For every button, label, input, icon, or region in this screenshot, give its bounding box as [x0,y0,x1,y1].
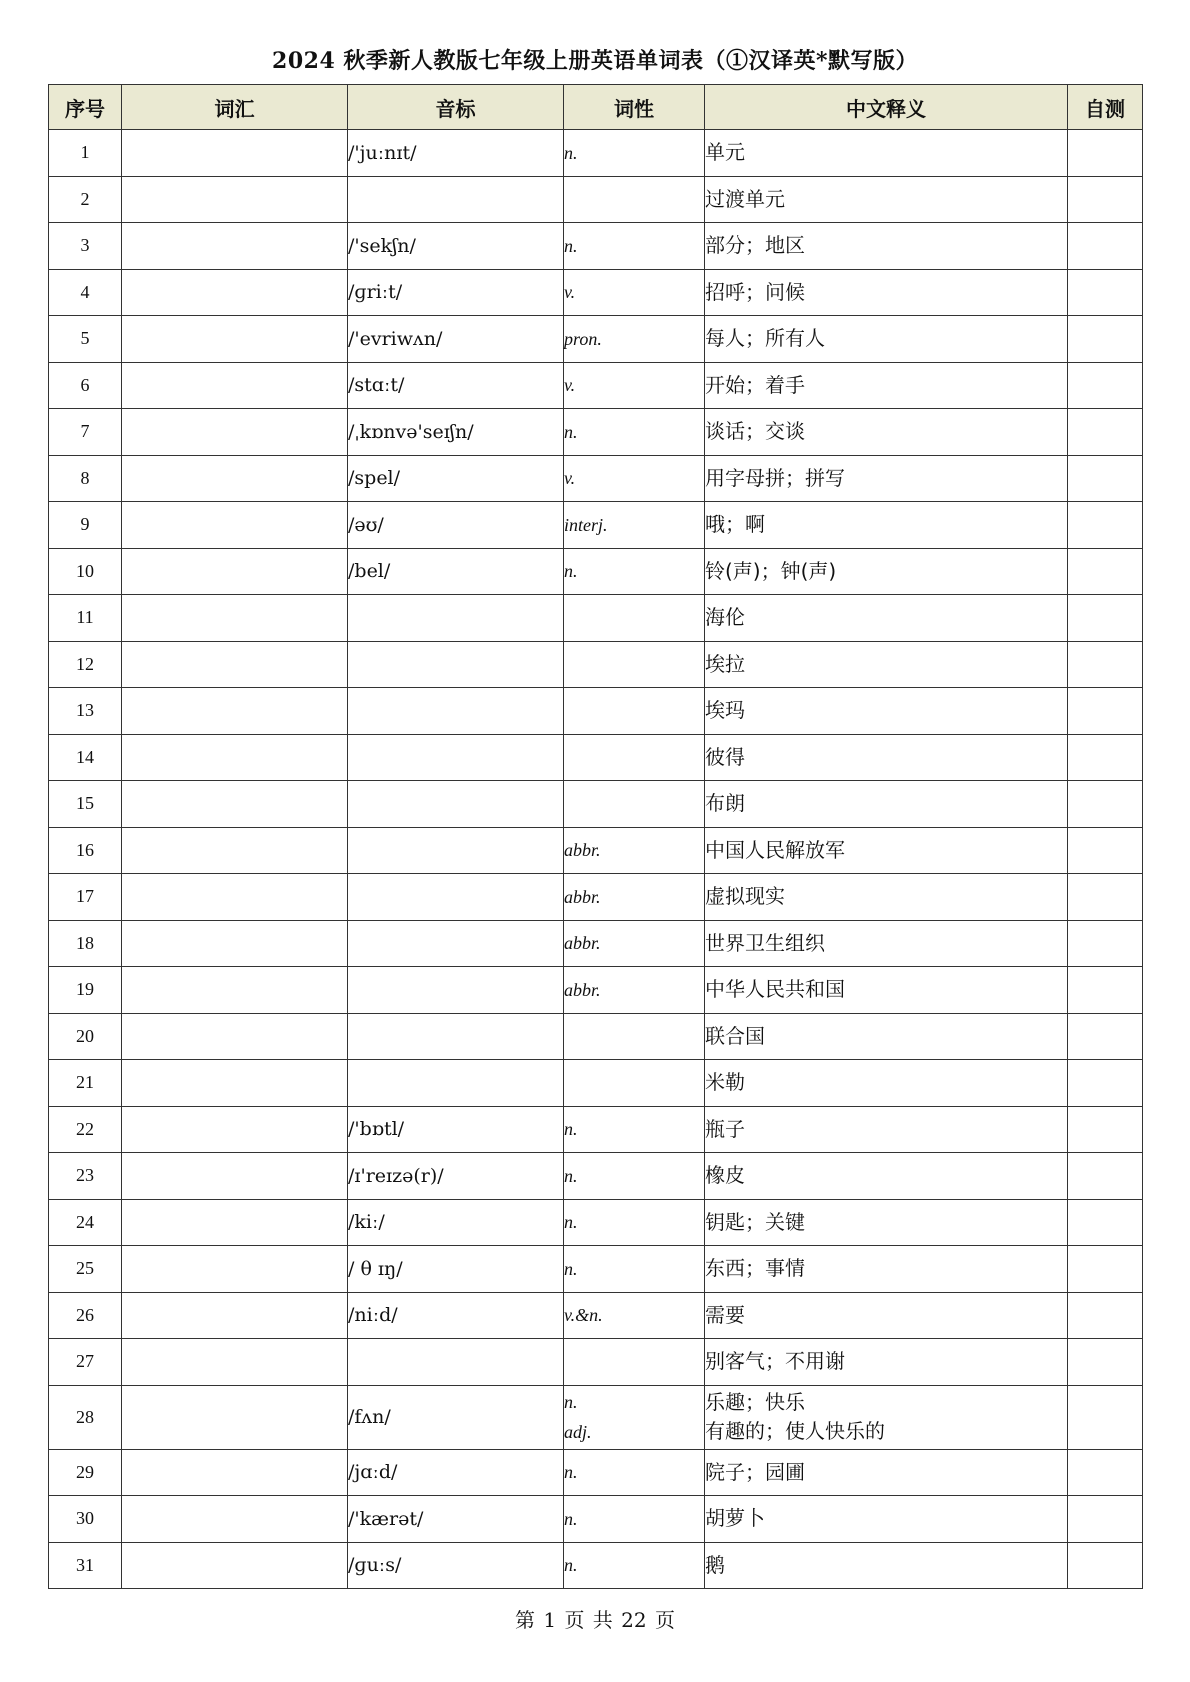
table-row [49,1153,1143,1200]
row-number: 22 [49,1106,122,1153]
part-of-speech-cell [564,641,705,688]
word-blank-cell[interactable] [122,1199,348,1246]
selftest-cell[interactable] [1068,1496,1143,1543]
phonetic-cell [348,176,564,223]
word-blank-cell[interactable] [122,967,348,1014]
phonetic-cell [348,920,564,967]
word-blank-cell[interactable] [122,1449,348,1496]
part-of-speech-cell: abbr. [564,827,705,874]
meaning-cell: 中华人民共和国 [705,967,1068,1014]
phonetic-cell [348,1060,564,1107]
selftest-cell[interactable] [1068,1385,1143,1449]
word-blank-cell[interactable] [122,316,348,363]
meaning-cell: 院子；园圃 [705,1449,1068,1496]
selftest-cell[interactable] [1068,688,1143,735]
row-number: 20 [49,1013,122,1060]
part-of-speech-cell [564,595,705,642]
table-row [49,688,1143,735]
part-of-speech-cell: n. [564,409,705,456]
meaning-cell: 别客气；不用谢 [705,1339,1068,1386]
selftest-cell[interactable] [1068,548,1143,595]
selftest-cell[interactable] [1068,223,1143,270]
row-number: 17 [49,874,122,921]
part-of-speech-line: adj. [564,1422,592,1442]
row-number: 26 [49,1292,122,1339]
table-row [49,920,1143,967]
selftest-cell[interactable] [1068,269,1143,316]
meaning-line: 有趣的；使人快乐的 [705,1419,885,1443]
part-of-speech-cell: n. [564,1496,705,1543]
phonetic-cell [348,641,564,688]
word-blank-cell[interactable] [122,827,348,874]
word-blank-cell[interactable] [122,595,348,642]
page-footer: 第 1 页 共 22 页 [515,1608,675,1632]
part-of-speech-cell [564,781,705,828]
meaning-cell: 胡萝卜 [705,1496,1068,1543]
part-of-speech-cell: v.&n. [564,1292,705,1339]
selftest-cell[interactable] [1068,362,1143,409]
row-number: 8 [49,455,122,502]
header-pos: 词性 [564,85,705,130]
table-row [49,1199,1143,1246]
selftest-cell[interactable] [1068,595,1143,642]
phonetic-cell: /'kærət/ [348,1496,564,1543]
row-number: 30 [49,1496,122,1543]
phonetic-cell: / θ ɪŋ/ [348,1246,564,1293]
word-blank-cell[interactable] [122,1496,348,1543]
word-blank-cell[interactable] [122,409,348,456]
selftest-cell[interactable] [1068,874,1143,921]
table-row [49,316,1143,363]
part-of-speech-cell: abbr. [564,920,705,967]
meaning-cell: 彼得 [705,734,1068,781]
table-row [49,781,1143,828]
row-number: 24 [49,1199,122,1246]
part-of-speech-cell [564,1013,705,1060]
row-number: 3 [49,223,122,270]
phonetic-cell: /ˌkɒnvə'seɪʃn/ [348,409,564,456]
phonetic-cell: /fʌn/ [348,1385,564,1449]
word-blank-cell[interactable] [122,1385,348,1449]
row-number: 25 [49,1246,122,1293]
selftest-cell[interactable] [1068,1246,1143,1293]
table-row [49,502,1143,549]
phonetic-cell: /jɑːd/ [348,1449,564,1496]
row-number: 7 [49,409,122,456]
part-of-speech-cell [564,1385,705,1449]
meaning-cell: 埃拉 [705,641,1068,688]
table-row [49,827,1143,874]
word-blank-cell[interactable] [122,781,348,828]
selftest-cell[interactable] [1068,409,1143,456]
meaning-cell [705,1385,1068,1449]
word-blank-cell[interactable] [122,1013,348,1060]
part-of-speech-cell [564,688,705,735]
word-blank-cell[interactable] [122,455,348,502]
page-title: 2024 秋季新人教版七年级上册英语单词表（①汉译英*默写版） [272,48,918,74]
selftest-cell[interactable] [1068,1199,1143,1246]
selftest-cell[interactable] [1068,1060,1143,1107]
phonetic-cell: /ɪ'reɪzə(r)/ [348,1153,564,1200]
word-blank-cell[interactable] [122,548,348,595]
part-of-speech-cell: n. [564,1246,705,1293]
meaning-cell: 用字母拼；拼写 [705,455,1068,502]
word-blank-cell[interactable] [122,1542,348,1589]
table-row [49,269,1143,316]
meaning-cell: 世界卫生组织 [705,920,1068,967]
meaning-cell: 鹅 [705,1542,1068,1589]
table-row [49,1060,1143,1107]
phonetic-cell [348,734,564,781]
selftest-cell[interactable] [1068,1449,1143,1496]
table-row [49,1496,1143,1543]
header-word: 词汇 [122,85,348,130]
row-number: 13 [49,688,122,735]
row-number: 29 [49,1449,122,1496]
part-of-speech-cell: n. [564,1199,705,1246]
part-of-speech-line: n. [564,1392,578,1412]
table-row [49,362,1143,409]
row-number: 2 [49,176,122,223]
part-of-speech-cell: n. [564,1449,705,1496]
part-of-speech-cell: n. [564,1542,705,1589]
word-blank-cell[interactable] [122,1060,348,1107]
meaning-cell: 中国人民解放军 [705,827,1068,874]
word-blank-cell[interactable] [122,362,348,409]
selftest-cell[interactable] [1068,967,1143,1014]
selftest-cell[interactable] [1068,1542,1143,1589]
meaning-cell: 招呼；问候 [705,269,1068,316]
row-number: 11 [49,595,122,642]
row-number: 15 [49,781,122,828]
part-of-speech-cell: n. [564,130,705,177]
selftest-cell[interactable] [1068,641,1143,688]
part-of-speech-cell [564,1060,705,1107]
table-row [49,1542,1143,1589]
table-row [49,223,1143,270]
phonetic-cell: /stɑːt/ [348,362,564,409]
table-row [49,176,1143,223]
word-blank-cell[interactable] [122,688,348,735]
selftest-cell[interactable] [1068,827,1143,874]
meaning-cell: 海伦 [705,595,1068,642]
table-header-row [49,85,1143,130]
meaning-cell: 需要 [705,1292,1068,1339]
row-number: 12 [49,641,122,688]
word-blank-cell[interactable] [122,1292,348,1339]
part-of-speech-cell: n. [564,1153,705,1200]
meaning-cell: 东西；事情 [705,1246,1068,1293]
word-blank-cell[interactable] [122,874,348,921]
meaning-cell: 钥匙；关键 [705,1199,1068,1246]
row-number: 5 [49,316,122,363]
part-of-speech-cell: abbr. [564,874,705,921]
phonetic-cell [348,1013,564,1060]
row-number: 4 [49,269,122,316]
table-row [49,1449,1143,1496]
phonetic-cell: /bel/ [348,548,564,595]
phonetic-cell: /niːd/ [348,1292,564,1339]
meaning-cell: 开始；着手 [705,362,1068,409]
word-blank-cell[interactable] [122,1246,348,1293]
selftest-cell[interactable] [1068,781,1143,828]
word-blank-cell[interactable] [122,269,348,316]
selftest-cell[interactable] [1068,1106,1143,1153]
row-number: 27 [49,1339,122,1386]
phonetic-cell: /ɡuːs/ [348,1542,564,1589]
selftest-cell[interactable] [1068,316,1143,363]
meaning-cell: 虚拟现实 [705,874,1068,921]
phonetic-cell: /ɡriːt/ [348,269,564,316]
row-number: 21 [49,1060,122,1107]
table-row [49,734,1143,781]
phonetic-cell [348,595,564,642]
selftest-cell[interactable] [1068,920,1143,967]
table-row [49,874,1143,921]
phonetic-cell: /'evriwʌn/ [348,316,564,363]
word-blank-cell[interactable] [122,734,348,781]
selftest-cell[interactable] [1068,455,1143,502]
phonetic-cell: /'juːnɪt/ [348,130,564,177]
meaning-cell: 米勒 [705,1060,1068,1107]
part-of-speech-cell: pron. [564,316,705,363]
row-number: 10 [49,548,122,595]
part-of-speech-cell: n. [564,223,705,270]
table-row [49,641,1143,688]
word-blank-cell[interactable] [122,1153,348,1200]
table-row [49,1106,1143,1153]
meaning-cell: 部分；地区 [705,223,1068,270]
phonetic-cell [348,781,564,828]
row-number: 18 [49,920,122,967]
meaning-cell: 谈话；交谈 [705,409,1068,456]
part-of-speech-cell: abbr. [564,967,705,1014]
part-of-speech-cell: interj. [564,502,705,549]
meaning-cell: 每人；所有人 [705,316,1068,363]
part-of-speech-cell [564,1339,705,1386]
meaning-cell: 哦；啊 [705,502,1068,549]
selftest-cell[interactable] [1068,502,1143,549]
meaning-cell: 橡皮 [705,1153,1068,1200]
row-number: 6 [49,362,122,409]
meaning-cell: 过渡单元 [705,176,1068,223]
table-row [49,1292,1143,1339]
vocabulary-table [48,84,1143,1589]
table-row [49,1339,1143,1386]
meaning-cell: 埃玛 [705,688,1068,735]
table-row [49,130,1143,177]
meaning-line: 乐趣；快乐 [705,1390,805,1414]
phonetic-cell [348,688,564,735]
part-of-speech-cell: v. [564,362,705,409]
meaning-cell: 单元 [705,130,1068,177]
word-blank-cell[interactable] [122,130,348,177]
header-phonetic: 音标 [348,85,564,130]
meaning-cell: 联合国 [705,1013,1068,1060]
word-blank-cell[interactable] [122,920,348,967]
selftest-cell[interactable] [1068,130,1143,177]
selftest-cell[interactable] [1068,1292,1143,1339]
word-blank-cell[interactable] [122,1106,348,1153]
table-row [49,967,1143,1014]
phonetic-cell: /'sekʃn/ [348,223,564,270]
part-of-speech-cell: v. [564,269,705,316]
row-number: 23 [49,1153,122,1200]
part-of-speech-cell: v. [564,455,705,502]
part-of-speech-cell: n. [564,1106,705,1153]
header-meaning: 中文释义 [705,85,1068,130]
part-of-speech-cell [564,734,705,781]
table-row [49,1013,1143,1060]
selftest-cell[interactable] [1068,734,1143,781]
meaning-cell: 铃(声)；钟(声) [705,548,1068,595]
meaning-cell: 布朗 [705,781,1068,828]
phonetic-cell [348,827,564,874]
row-number: 28 [49,1385,122,1449]
row-number: 31 [49,1542,122,1589]
phonetic-cell [348,967,564,1014]
table-row [49,455,1143,502]
selftest-cell[interactable] [1068,1013,1143,1060]
row-number: 1 [49,130,122,177]
row-number: 14 [49,734,122,781]
header-index: 序号 [49,85,122,130]
row-number: 16 [49,827,122,874]
selftest-cell[interactable] [1068,1339,1143,1386]
phonetic-cell [348,1339,564,1386]
row-number: 9 [49,502,122,549]
phonetic-cell: /əʊ/ [348,502,564,549]
word-blank-cell[interactable] [122,176,348,223]
row-number: 19 [49,967,122,1014]
word-blank-cell[interactable] [122,1339,348,1386]
word-blank-cell[interactable] [122,502,348,549]
table-row [49,409,1143,456]
phonetic-cell [348,874,564,921]
table-row [49,1246,1143,1293]
part-of-speech-cell [564,176,705,223]
word-blank-cell[interactable] [122,223,348,270]
word-blank-cell[interactable] [122,641,348,688]
header-selftest: 自测 [1068,85,1143,130]
selftest-cell[interactable] [1068,176,1143,223]
table-row [49,595,1143,642]
phonetic-cell: /kiː/ [348,1199,564,1246]
table-row [49,548,1143,595]
part-of-speech-cell: n. [564,548,705,595]
selftest-cell[interactable] [1068,1153,1143,1200]
phonetic-cell: /'bɒtl/ [348,1106,564,1153]
meaning-cell: 瓶子 [705,1106,1068,1153]
table-row [49,1385,1143,1449]
phonetic-cell: /spel/ [348,455,564,502]
